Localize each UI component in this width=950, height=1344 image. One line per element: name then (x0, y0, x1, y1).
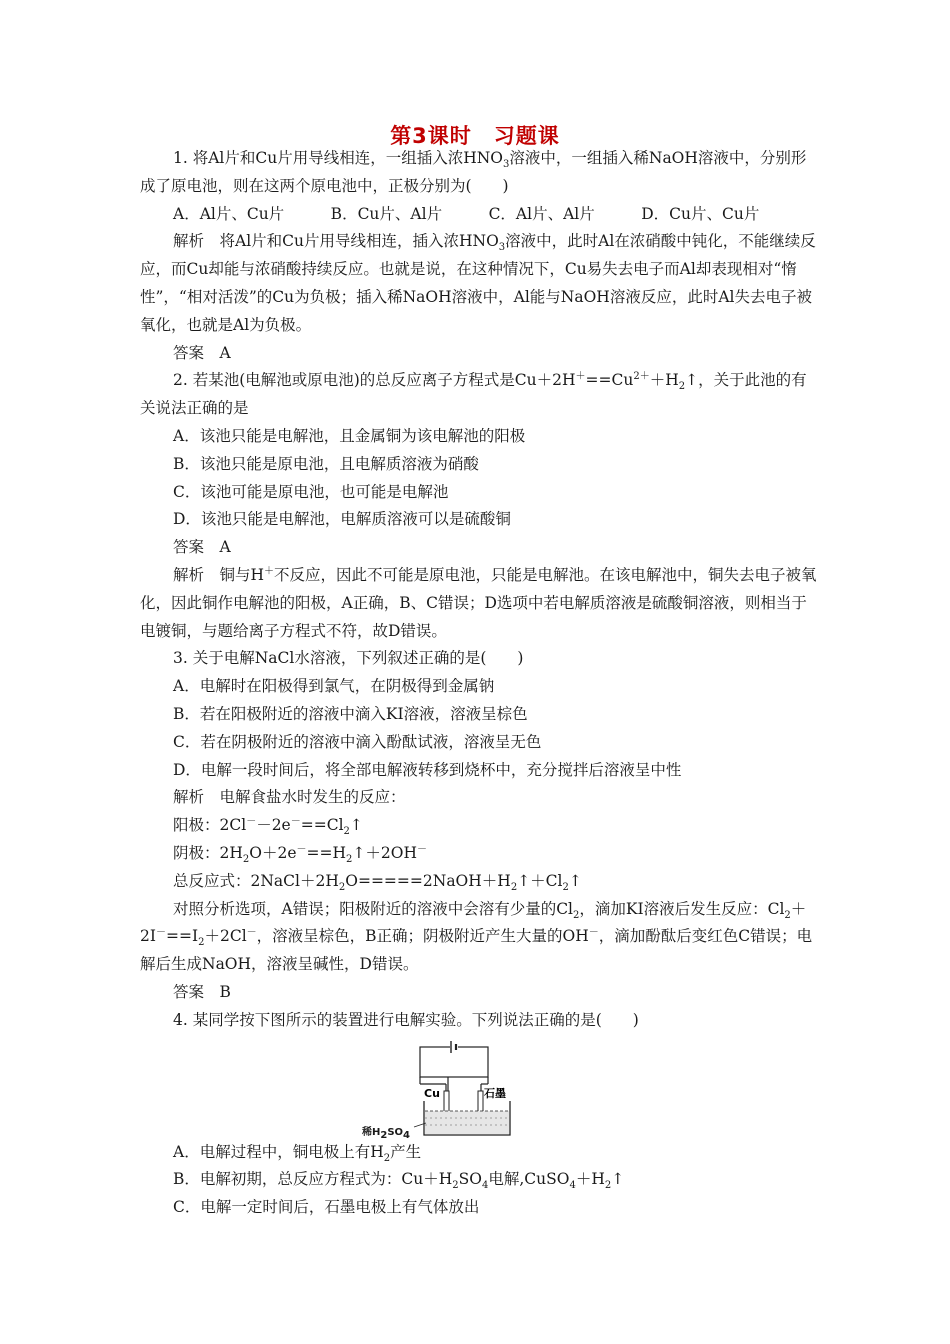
electrolysis-diagram (410, 1039, 550, 1139)
q4-option-c: C．电解一定时间后，石墨电极上有气体放出 (173, 1198, 480, 1217)
q1-answer: 答案 A (173, 343, 231, 362)
q3-option-d: D．电解一段时间后，将全部电解液转移到烧杯中，充分搅拌后溶液呈中性 (173, 760, 682, 779)
graphite-label: 石墨 (484, 1086, 506, 1100)
q2-option-a: A．该池只能是电解池，且金属铜为该电解池的阳极 (173, 426, 526, 445)
q3-answer: 答案 B (173, 982, 231, 1001)
q2-analysis: 解析 铜与H＋不反应，因此不可能是原电池，只能是电解池。在该电解池中，铜失去电子被氧化，因此铜作电解池的阳极，A正确，B、C错误；D选项中若电解质溶液是硫酸铜溶液，则相当于电镀铜，与题给离子方程式不符，故D错误。 (140, 565, 817, 640)
page-title: 第3课时 习题课 (390, 124, 560, 148)
q4-stem: 4. 某同学按下图所示的装置进行电解实验。下列说法正确的是( ) (173, 1010, 639, 1029)
acid-label: 稀$H_2SO_4$ (362, 1126, 411, 1141)
q3-analysis: 解析 电解食盐水时发生的反应： (173, 788, 406, 807)
q3-cathode-equation: 阴极：$2H_2O+2e^-==H_2↑+2OH^-$ (173, 843, 427, 866)
q3-option-b: B．若在阳极附近的溶液中滴入KI溶液，溶液呈棕色 (173, 704, 528, 723)
q3-total-equation: 总反应式：$2NaCl+2H_2O=====2NaOH+H_2↑+Cl_2↑$ (173, 871, 582, 893)
q1-stem: 1. 将Al片和Cu片用导线相连，一组插入浓$HNO_3$溶液中，一组插入稀NaOH溶液中，分别形成了原电池，则在这两个原电池中，正极分别为( ) (140, 149, 807, 195)
electrolysis-apparatus-figure (140, 1039, 820, 1139)
q3-stem: 3. 关于电解NaCl水溶液，下列叙述正确的是( ) (173, 649, 524, 668)
solution (425, 1111, 509, 1134)
q3-option-a: A．电解时在阳极得到氯气，在阴极得到金属钠 (173, 677, 495, 696)
q3-comparison: 对照分析选项，A错误；阳极附近的溶液中会溶有少量的$Cl_2$，滴加KI溶液后发生反应：$Cl_2+2I^-==I_2+2Cl^-$，溶液呈棕色，B正确；阴极附近产生大量的OH－，滴加酚酞后变红色C错误；电解后生成NaOH，溶液呈碱性，D错误。 (140, 899, 813, 974)
q2-option-b: B．该池只能是原电池，且电解质溶液为硝酸 (173, 454, 479, 473)
q2-answer: 答案 A (173, 538, 231, 557)
q2-option-c: C．该池可能是原电池，也可能是电解池 (173, 482, 449, 501)
q1-analysis: 解析 将Al片和Cu片用导线相连，插入浓$HNO_3$溶液中，此时Al在浓硝酸中钝化，不能继续反应，而Cu却能与浓硝酸持续反应。也就是说，在这种情况下，Cu易失去电子而Al却表现相对“惰性”，“相对活泼”的Cu为负极；插入稀NaOH溶液中，Al能与NaOH溶液反应，此时Al失去电子被氧化，也就是Al为负极。 (140, 232, 816, 334)
q4-option-b: B．电解初期，总反应方程式为：$Cu+H_2SO_4$电解$,CuSO_4+H_2↑$ (173, 1170, 625, 1192)
q2-option-d: D．该池只能是电解池，电解质溶液可以是硫酸铜 (173, 510, 511, 529)
q2-stem: 2. 若某池(电解池或原电池)的总反应离子方程式是$Cu+2H^+==Cu^{2+}+H_2↑$，关于此池的有关说法正确的是 (140, 371, 807, 418)
q1-options: A．Al片、Cu片 B．Cu片、Al片 C．Al片、Al片 D．Cu片、Cu片 (173, 204, 760, 223)
q3-option-c: C．若在阴极附近的溶液中滴入酚酞试液，溶液呈无色 (173, 732, 542, 751)
cu-label: Cu (424, 1086, 440, 1100)
q4-option-a: A．电解过程中，铜电极上有$H_2$产生 (173, 1142, 422, 1164)
document-body (140, 145, 820, 1222)
q3-anode-equation: 阳极：$2Cl^--2e^-==Cl_2↑$ (173, 815, 363, 838)
